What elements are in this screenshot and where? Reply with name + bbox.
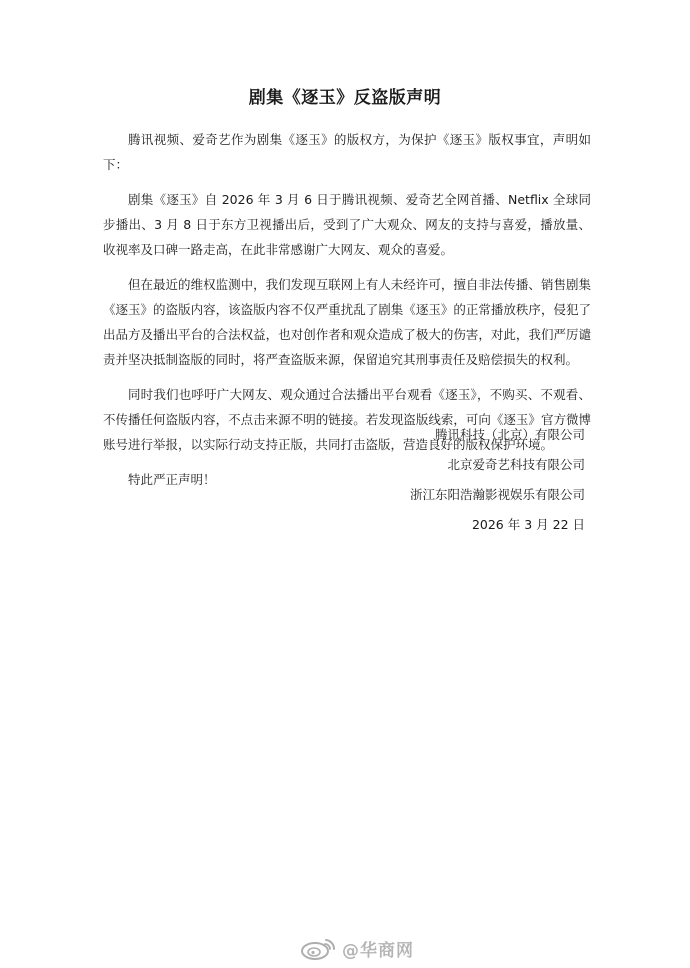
- signatory-tencent: 腾讯科技（北京）有限公司: [434, 427, 585, 442]
- weibo-icon: [300, 936, 338, 960]
- signatory-haohan: 浙江东阳浩瀚影视娱乐有限公司: [409, 487, 585, 502]
- signatory-iqiyi: 北京爱奇艺科技有限公司: [447, 457, 585, 472]
- piracy-paragraph: 但在最近的维权监测中，我们发现互联网上有人未经许可，擅自非法传播、销售剧集《逐玉》的盗版内容，该盗版内容不仅严重扰乱了剧集《逐玉》的正常播放秩序，侵犯了出品方及播出平台的合法权益，也对创作者和观众造成了极大的伤害，对此，我们严厉谴责并坚决抵制盗版的同时，将严查盗版来源，保留追究其刑事责任及赔偿损失的权利。: [103, 277, 591, 367]
- appeal-paragraph: 同时我们也呼吁广大网友、观众通过合法播出平台观看《逐玉》，不购买、不观看、不传播任何盗版内容，不点击来源不明的链接。若发现盗版线索，可向《逐玉》官方微博账号进行举报，以实际行动支持正版，共同打击盗版，营造良好的版权保护环境。: [103, 387, 591, 452]
- document-title: 剧集《逐玉》反盗版声明: [248, 88, 442, 108]
- signature-block: [410, 420, 585, 540]
- closing-paragraph: 特此严正声明！: [128, 472, 216, 487]
- broadcast-paragraph: 剧集《逐玉》自 2026 年 3 月 6 日于腾讯视频、爱奇艺全网首播、Netflix 全球同步播出、3 月 8 日于东方卫视播出后，受到了广大观众、网友的支持与喜爱，播放量、收视率及口碑一路走高，在此非常感谢广大网友、观众的喜爱。: [103, 192, 591, 257]
- intro-paragraph: 腾讯视频、爱奇艺作为剧集《逐玉》的版权方，为保护《逐玉》版权事宜，声明如下：: [103, 132, 591, 172]
- statement-date: 2026 年 3 月 22 日: [471, 517, 585, 532]
- watermark-text: @华商网: [342, 940, 414, 961]
- watermark: [300, 935, 414, 961]
